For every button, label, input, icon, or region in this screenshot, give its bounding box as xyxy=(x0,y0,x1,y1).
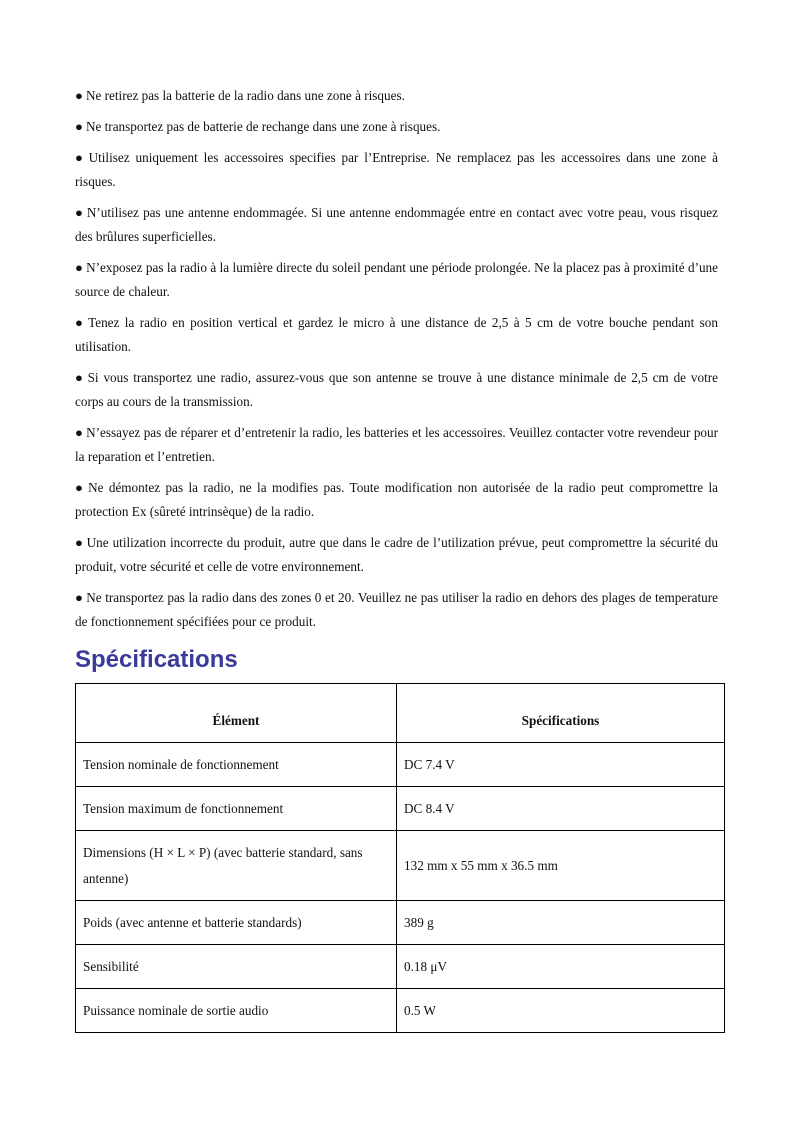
section-title: Spécifications xyxy=(75,646,238,673)
bullet-item: ● N’utilisez pas une antenne endommagée. Si une antenne endommagée entre en contact avec votre peau, vous risquez des brûlures superficielles. xyxy=(75,205,718,244)
bullet-item: ● Si vous transportez une radio, assurez-vous que son antenne se trouve à une distance minimale de 2,5 cm de votre corps au cours de la transmission. xyxy=(75,370,719,409)
table-cell-value: 0.18 μV xyxy=(397,945,725,989)
table-cell-element: Tension nominale de fonctionnement xyxy=(76,743,397,787)
specifications-table xyxy=(75,683,725,1033)
safety-bullet-list xyxy=(75,84,718,634)
table-header-row xyxy=(76,684,725,743)
bullet-dot-icon: ● xyxy=(75,88,83,103)
bullet-dot-icon: ● xyxy=(75,119,83,134)
bullet-dot-icon: ● xyxy=(75,480,86,495)
bullet-item: ● Tenez la radio en position vertical et gardez le micro à une distance de 2,5 à 5 cm de votre bouche pendant son utilisation. xyxy=(75,315,718,354)
table-cell-value: DC 7.4 V xyxy=(397,743,725,787)
table-row xyxy=(76,901,725,945)
table-row xyxy=(76,787,725,831)
document-page xyxy=(75,84,718,1033)
table-row xyxy=(76,743,725,787)
table-cell-value: 389 g xyxy=(397,901,725,945)
bullet-dot-icon: ● xyxy=(75,535,84,550)
column-header-specifications: Spécifications xyxy=(397,684,725,743)
table-cell-element: Tension maximum de fonctionnement xyxy=(76,787,397,831)
table-row xyxy=(76,831,725,901)
table-row xyxy=(76,989,725,1033)
table-cell-element: Sensibilité xyxy=(76,945,397,989)
bullet-dot-icon: ● xyxy=(75,370,85,385)
bullet-item: ● Ne transportez pas la radio dans des zones 0 et 20. Veuillez ne pas utiliser la radio en dehors des plages de temperature de fonctionnement spécifiées pour ce produit. xyxy=(75,590,718,629)
bullet-item: ● Utilisez uniquement les accessoires specifies par l’Entreprise. Ne remplacez pas les accessoires dans une zone à risques. xyxy=(75,150,718,189)
table-cell-element: Poids (avec antenne et batterie standards) xyxy=(76,901,397,945)
bullet-dot-icon: ● xyxy=(75,205,84,220)
table-cell-value: 132 mm x 55 mm x 36.5 mm xyxy=(397,831,725,901)
bullet-dot-icon: ● xyxy=(75,260,84,275)
bullet-item: ● Ne démontez pas la radio, ne la modifies pas. Toute modification non autorisée de la radio peut compromettre la protection Ex (sûreté intrinsèque) de la radio. xyxy=(75,480,719,519)
table-cell-element: Dimensions (H × L × P) (avec batterie standard, sans antenne) xyxy=(76,831,397,901)
bullet-item: ● Ne transportez pas de batterie de rechange dans une zone à risques. xyxy=(75,119,441,134)
table-row xyxy=(76,945,725,989)
bullet-dot-icon: ● xyxy=(75,590,84,605)
bullet-item: ● Ne retirez pas la batterie de la radio dans une zone à risques. xyxy=(75,88,405,103)
bullet-dot-icon: ● xyxy=(75,425,84,440)
column-header-element: Élément xyxy=(76,684,397,743)
bullet-item: ● N’essayez pas de réparer et d’entretenir la radio, les batteries et les accessoires. Veuillez contacter votre revendeur pour la reparation et l’entretien. xyxy=(75,425,719,464)
bullet-dot-icon: ● xyxy=(75,315,86,330)
bullet-item: ● N’exposez pas la radio à la lumière directe du soleil pendant une période prolongée. Ne la placez pas à proximité d’une source de chaleur. xyxy=(75,260,719,299)
table-cell-value: 0.5 W xyxy=(397,989,725,1033)
bullet-item: ● Une utilization incorrecte du produit, autre que dans le cadre de l’utilization prévue, peut compromettre la sécurité du produit, votre sécurité et celle de votre environnement. xyxy=(75,535,718,574)
table-cell-value: DC 8.4 V xyxy=(397,787,725,831)
table-cell-element: Puissance nominale de sortie audio xyxy=(76,989,397,1033)
bullet-dot-icon: ● xyxy=(75,150,86,165)
